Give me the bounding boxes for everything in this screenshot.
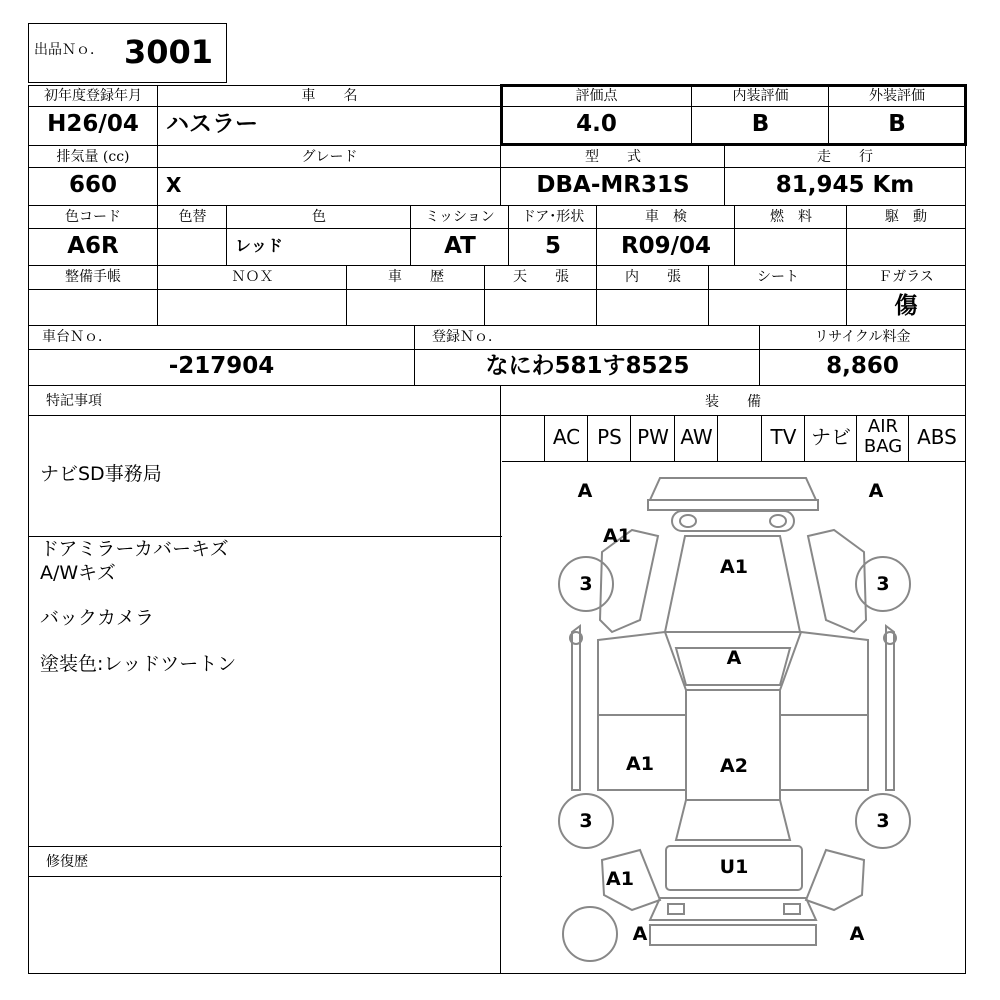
mark-front-left: A [577, 480, 593, 502]
displacement-value: 660 [68, 172, 117, 198]
special-notes-label: 特記事項 [46, 393, 102, 409]
mark-rear-glass: U1 [719, 856, 749, 878]
mark-left-door: A1 [626, 753, 654, 775]
lot-label: 出品Ｎｏ． [34, 42, 104, 58]
mark-rear-right: A [849, 923, 865, 945]
roof-outline [686, 690, 780, 800]
note-line-4: 塗装色:レッドツートン [40, 653, 237, 675]
repair-history-label: 修復歴 [46, 854, 88, 870]
mark-hood-side: A1 [603, 525, 631, 547]
mileage-label: 走 行 [817, 149, 873, 165]
color-change-label: 色替 [178, 209, 207, 225]
mark-wheel-fr: 3 [876, 573, 890, 595]
mark-wheel-rl: 3 [579, 810, 593, 832]
hood-outline [665, 536, 800, 632]
color-code-label: 色コード [65, 209, 121, 225]
equipment-ps: PS [597, 425, 622, 449]
grade-value: X [166, 173, 182, 197]
fglass-label: Ｆガラス [878, 269, 934, 285]
equipment-airbag: AIR BAG [863, 416, 903, 457]
score-label: 評価点 [575, 88, 618, 104]
equipment-pw: PW [637, 425, 669, 449]
mark-hood: A1 [720, 556, 748, 578]
recycle-label: リサイクル料金 [814, 329, 911, 345]
fglass-value: 傷 [894, 292, 918, 319]
note-line-3: バックカメラ [40, 607, 155, 629]
exterior-label: 外装評価 [869, 88, 925, 104]
mission-label: ミッション [425, 209, 495, 225]
interior-label: 内装評価 [732, 88, 789, 104]
equipment-tv: TV [770, 425, 797, 449]
equipment-ac: AC [552, 425, 581, 449]
score-value: 4.0 [576, 111, 617, 137]
mark-front-right: A [868, 480, 884, 502]
equipment-aw: AW [680, 425, 713, 449]
car-name-value: ハスラー [166, 111, 258, 137]
inspection-label: 車 検 [645, 209, 687, 225]
maintenance-label: 整備手帳 [65, 269, 121, 285]
door-label: ドア･形状 [521, 209, 585, 225]
equipment-navi: ナビ [811, 425, 851, 449]
car-name-label: 車 名 [301, 88, 358, 104]
mission-value: AT [444, 233, 476, 259]
mark-wheel-rr: 3 [876, 810, 890, 832]
displacement-label: 排気量 (cc) [56, 149, 130, 165]
spare-wheel [563, 907, 617, 961]
mark-wheel-fl: 3 [579, 573, 593, 595]
first-reg-label: 初年度登録年月 [44, 88, 142, 104]
recycle-value: 8,860 [826, 353, 899, 379]
grade-label: グレード [301, 149, 358, 165]
reg-label: 登録Ｎｏ． [432, 329, 502, 345]
mark-roof: A2 [720, 755, 748, 777]
note-line-2: A/Wキズ [40, 562, 116, 584]
front-bumper-outline [650, 478, 816, 500]
color-code-value: A6R [67, 233, 119, 259]
seat-label: シート [757, 269, 799, 285]
equipment-label: 装 備 [705, 394, 761, 410]
lot-number: 3001 [124, 33, 214, 71]
car-diagram [501, 461, 965, 973]
mark-rear-left: A [632, 923, 648, 945]
inspection-value: R09/04 [620, 233, 712, 259]
chassis-label: 車台Ｎｏ． [42, 329, 112, 345]
model-label: 型 式 [585, 149, 641, 165]
drive-label: 駆 動 [885, 209, 927, 225]
mark-windshield: A [726, 647, 742, 669]
model-value: DBA-MR31S [536, 172, 690, 198]
equipment-abs: ABS [917, 425, 957, 449]
special-notes-text: ナビSD事務局 [40, 463, 162, 485]
door-value: 5 [544, 233, 561, 259]
reg-value: なにわ581す8525 [485, 353, 690, 379]
mark-rear-quarter: A1 [606, 868, 634, 890]
first-reg-value: H26/04 [47, 111, 139, 137]
chassis-value: -217904 [168, 353, 275, 379]
note-line-1: ドアミラーカバーキズ [40, 538, 229, 560]
interior-value: B [751, 111, 770, 137]
roof-label: 天 張 [513, 269, 569, 285]
color-value: レッド [235, 236, 283, 255]
exterior-value: B [888, 111, 906, 137]
color-label: 色 [312, 209, 326, 225]
history-label: 車 歴 [388, 269, 444, 285]
mileage-value: 81,945 Km [775, 172, 915, 198]
nox-label: ＮＯＸ [231, 269, 274, 285]
fuel-label: 燃 料 [770, 209, 812, 225]
interior-trim-label: 内 張 [625, 269, 681, 285]
